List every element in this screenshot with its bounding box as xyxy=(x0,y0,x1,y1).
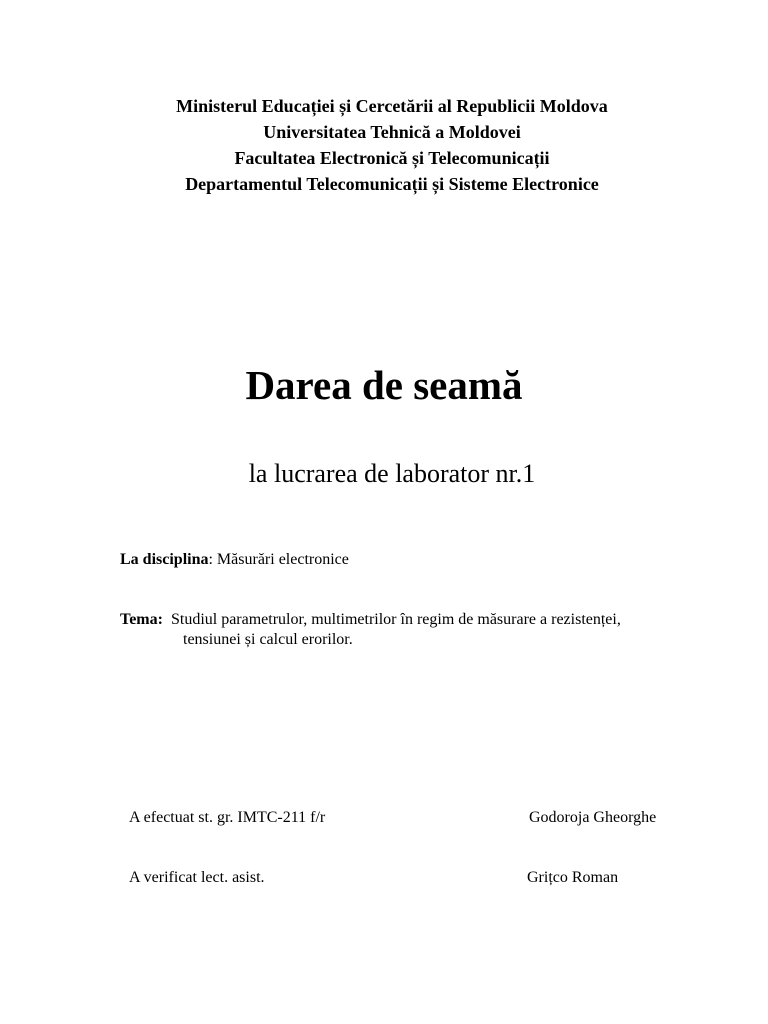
institution-header xyxy=(0,93,768,197)
ministry-name: Ministerul Educației și Cercetării al Republicii Moldova xyxy=(176,96,608,116)
faculty-name: Facultatea Electronică și Telecomunicații xyxy=(234,148,550,168)
verified-by-name: Grițco Roman xyxy=(527,869,619,886)
performed-by-label: A efectuat st. gr. IMTC-211 f/r xyxy=(129,809,326,826)
verified-by-label: A verificat lect. asist. xyxy=(129,869,265,886)
university-name: Universitatea Tehnică a Moldovei xyxy=(263,122,521,142)
topic-label: Tema: xyxy=(120,611,163,628)
topic-field xyxy=(120,610,621,630)
discipline-label: La disciplina xyxy=(120,551,209,568)
document-title: Darea de seamă xyxy=(245,362,523,408)
document-subtitle: la lucrarea de laborator nr.1 xyxy=(248,459,536,488)
discipline-value: : Măsurări electronice xyxy=(208,551,349,568)
performed-by-name: Godoroja Gheorghe xyxy=(529,809,657,826)
topic-text-line2: tensiunei și calcul erorilor. xyxy=(183,631,353,648)
topic-text-line1: Studiul parametrulor, multimetrilor în regim de măsurare a rezistenței, xyxy=(170,611,621,628)
department-name: Departamentul Telecomunicații și Sisteme Electronice xyxy=(185,174,599,194)
discipline-field xyxy=(120,550,349,570)
